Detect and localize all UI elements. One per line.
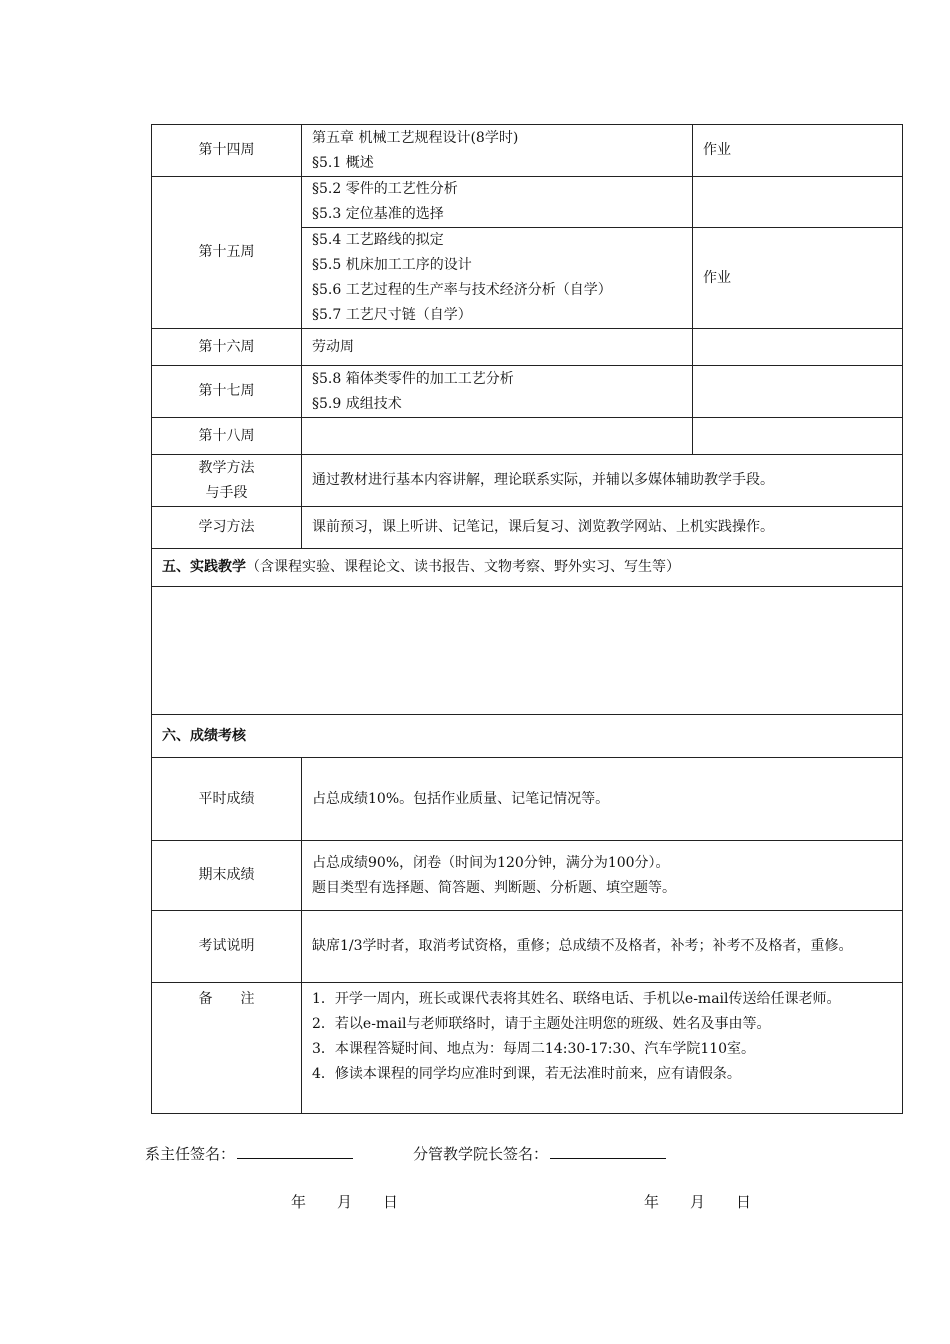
schedule-row: [152, 177, 903, 228]
week-content: [302, 177, 693, 228]
content-line: 题目类型有选择题、简答题、判断题、分析题、填空题等。: [312, 879, 676, 896]
dept-head-signature: [145, 1143, 353, 1164]
remarks-label: 备 注: [152, 983, 302, 1114]
content-line: §5.1 概述: [312, 154, 374, 171]
remarks-row: [152, 983, 903, 1114]
dept-head-label: 系主任签名：: [145, 1145, 236, 1163]
learning-method-label: 学习方法: [152, 507, 302, 549]
content-line: §5.3 定位基准的选择: [312, 206, 444, 222]
regular-grade-row: [152, 758, 903, 841]
practice-body: [152, 587, 903, 715]
dean-signature: [413, 1143, 666, 1164]
dean-label: 分管教学院长签名：: [413, 1145, 549, 1163]
learning-method-text: 课前预习，课上听讲、记笔记，课后复习、浏览教学网站、上机实践操作。: [302, 507, 903, 549]
week-note: [693, 366, 903, 418]
practice-header: [152, 549, 903, 587]
content-line: §5.8 箱体类零件的加工工艺分析: [312, 370, 514, 387]
exam-note-label: 考试说明: [152, 911, 302, 983]
content-line: §5.2 零件的工艺性分析: [312, 181, 458, 197]
exam-note-text: [302, 911, 903, 983]
section-title: 五、实践教学: [162, 559, 246, 575]
week-label: 第十五周: [152, 177, 302, 329]
remark-item: 3．本课程答疑时间、地点为：每周二14:30-17:30、汽车学院110室。: [312, 1041, 756, 1057]
section-title: 六、成绩考核: [162, 727, 246, 744]
week-content: [302, 418, 693, 455]
month-label: 月: [690, 1193, 706, 1211]
teaching-method-label: [152, 455, 302, 507]
assessment-header: [152, 715, 903, 758]
week-note: [693, 418, 903, 455]
syllabus-table: [151, 124, 903, 1114]
week-note: [693, 329, 903, 366]
teaching-method-row: [152, 455, 903, 507]
date-left: [291, 1191, 398, 1212]
week-note: [693, 177, 903, 228]
practice-body-row: [152, 587, 903, 715]
week-note: 作业: [693, 125, 903, 177]
schedule-row: [152, 366, 903, 418]
month-label: 月: [337, 1193, 353, 1211]
syllabus-sheet: [151, 124, 902, 1114]
content-line: 第五章 机械工艺规程设计(8学时): [312, 129, 519, 146]
week-label: 第十四周: [152, 125, 302, 177]
final-grade-row: [152, 841, 903, 911]
exam-note-row: [152, 911, 903, 983]
week-content: [302, 125, 693, 177]
content-line: §5.5 机床加工工序的设计: [312, 257, 472, 273]
remark-item: 1．开学一周内，班长或课代表将其姓名、联络电话、手机以e-mail传送给任课老师。: [312, 991, 841, 1007]
label-line: 教学方法: [198, 459, 255, 476]
schedule-row: [152, 329, 903, 366]
content-line: §5.4 工艺路线的拟定: [312, 232, 444, 248]
signature-line[interactable]: [550, 1144, 666, 1159]
practice-header-row: [152, 549, 903, 587]
week-note: 作业: [693, 228, 903, 329]
final-grade-label: 期末成绩: [152, 841, 302, 911]
week-label: 第十七周: [152, 366, 302, 418]
content-text: 缺席1/3学时者，取消考试资格，重修；总成绩不及格者，补考；补考不及格者，重修。: [312, 938, 853, 954]
signature-line[interactable]: [237, 1144, 353, 1159]
schedule-row: [152, 125, 903, 177]
week-content: [302, 366, 693, 418]
content-line: 占总成绩90%，闭卷（时间为120分钟，满分为100分）。: [312, 854, 670, 871]
regular-grade-text: 占总成绩10%。包括作业质量、记笔记情况等。: [302, 758, 903, 841]
remark-item: 2．若以e-mail与老师联络时，请于主题处注明您的班级、姓名及事由等。: [312, 1016, 771, 1032]
content-line: §5.6 工艺过程的生产率与技术经济分析（自学）: [312, 282, 612, 298]
week-content: [302, 228, 693, 329]
section-subtitle: （含课程实验、课程论文、读书报告、文物考察、野外实习、写生等）: [246, 559, 680, 575]
regular-grade-label: 平时成绩: [152, 758, 302, 841]
content-line: §5.9 成组技术: [312, 395, 402, 412]
day-label: 日: [383, 1193, 399, 1211]
year-label: 年: [291, 1193, 307, 1211]
week-content: [302, 329, 693, 366]
label-line: 与手段: [205, 484, 248, 501]
assessment-header-row: [152, 715, 903, 758]
week-label: 第十六周: [152, 329, 302, 366]
content-line: 劳动周: [312, 338, 354, 355]
learning-method-row: [152, 507, 903, 549]
schedule-row: [152, 418, 903, 455]
year-label: 年: [644, 1193, 660, 1211]
remarks-text: [302, 983, 903, 1114]
content-line: §5.7 工艺尺寸链（自学）: [312, 307, 472, 323]
teaching-method-text: 通过教材进行基本内容讲解，理论联系实际，并辅以多媒体辅助教学手段。: [302, 455, 903, 507]
final-grade-text: [302, 841, 903, 911]
date-right: [644, 1191, 751, 1212]
week-label: 第十八周: [152, 418, 302, 455]
remark-item: 4．修读本课程的同学均应准时到课，若无法准时前来，应有请假条。: [312, 1066, 741, 1082]
day-label: 日: [736, 1193, 752, 1211]
